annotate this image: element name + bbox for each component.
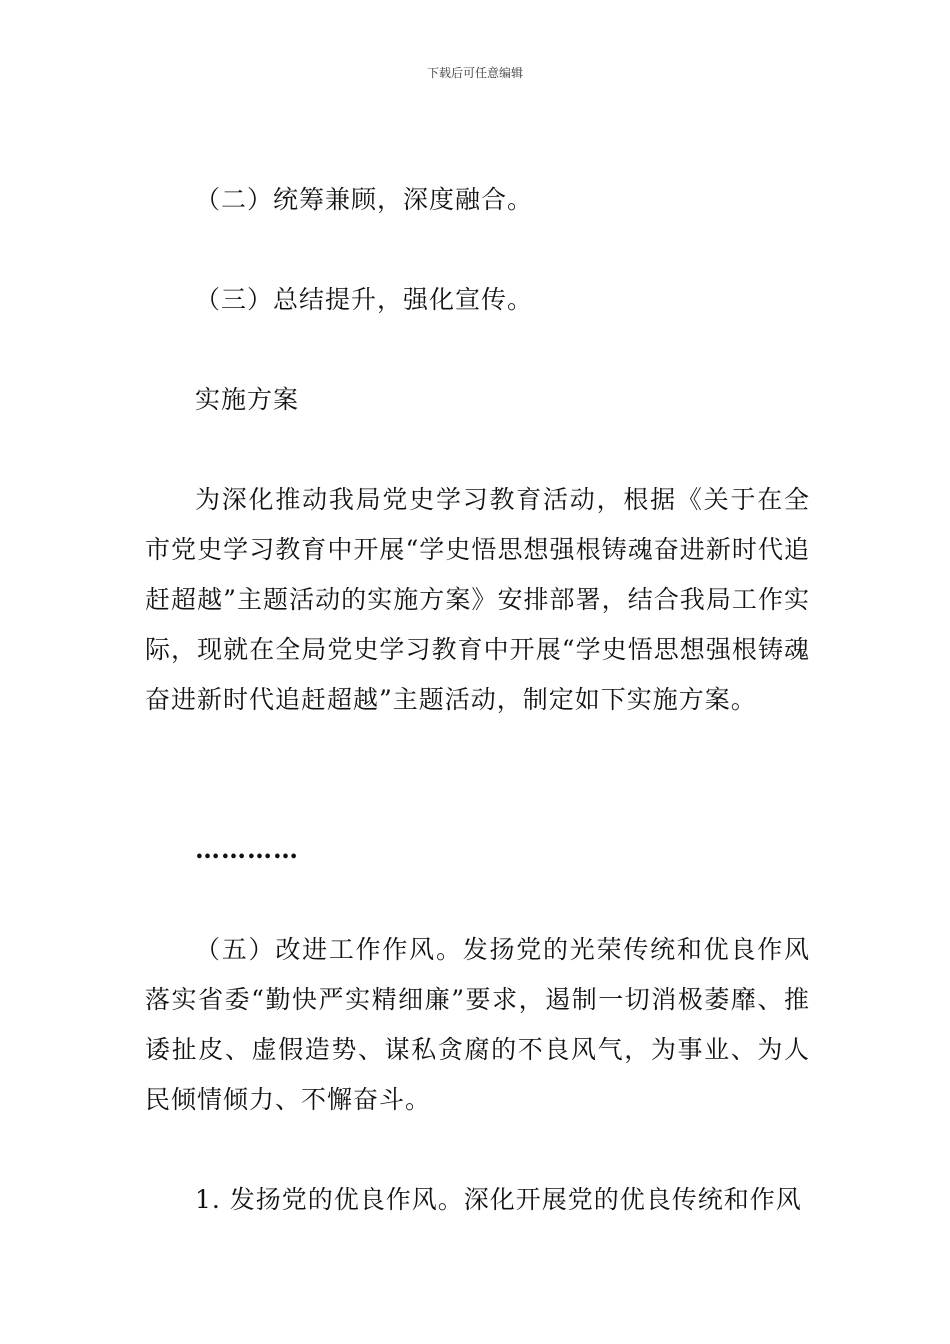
section-title (145, 375, 810, 425)
page-header-note: 下载后可任意编辑 (426, 66, 523, 80)
ellipsis-text: ………… (195, 835, 299, 864)
item-five-paragraph-text: （五）改进工作作风。发扬党的光荣传统和优良作风落实省委“勤快严实精细廉”要求，遏制一切消极萎靡、推诿扯皮、虚假造势、谋私贪腐的不良风气，为事业、为人民倾情倾力、不懈奋斗。 (145, 935, 810, 1114)
ellipsis-separator (145, 825, 810, 875)
intro-paragraph-text: 为深化推动我局党史学习教育活动，根据《关于在全市党史学习教育中开展“学史悟思想强根铸魂奋进新时代追赶超越”主题活动的实施方案》安排部署，结合我局工作实际，现就在全局党史学习教育中开展“学史悟思想强根铸魂奋进新时代追赶超越”主题活动，制定如下实施方案。 (145, 485, 810, 714)
heading-three (145, 275, 810, 325)
item-five-one-paragraph (145, 1175, 810, 1225)
item-five-paragraph (145, 925, 810, 1125)
heading-two (145, 175, 810, 225)
heading-three-text: （三）总结提升，强化宣传。 (195, 285, 534, 314)
intro-paragraph (145, 475, 810, 725)
item-five-one-paragraph-text: 1. 发扬党的优良作风。深化开展党的优良传统和作风 (195, 1185, 802, 1214)
heading-two-text: （二）统筹兼顾，深度融合。 (195, 185, 534, 214)
section-title-text: 实施方案 (195, 385, 300, 414)
